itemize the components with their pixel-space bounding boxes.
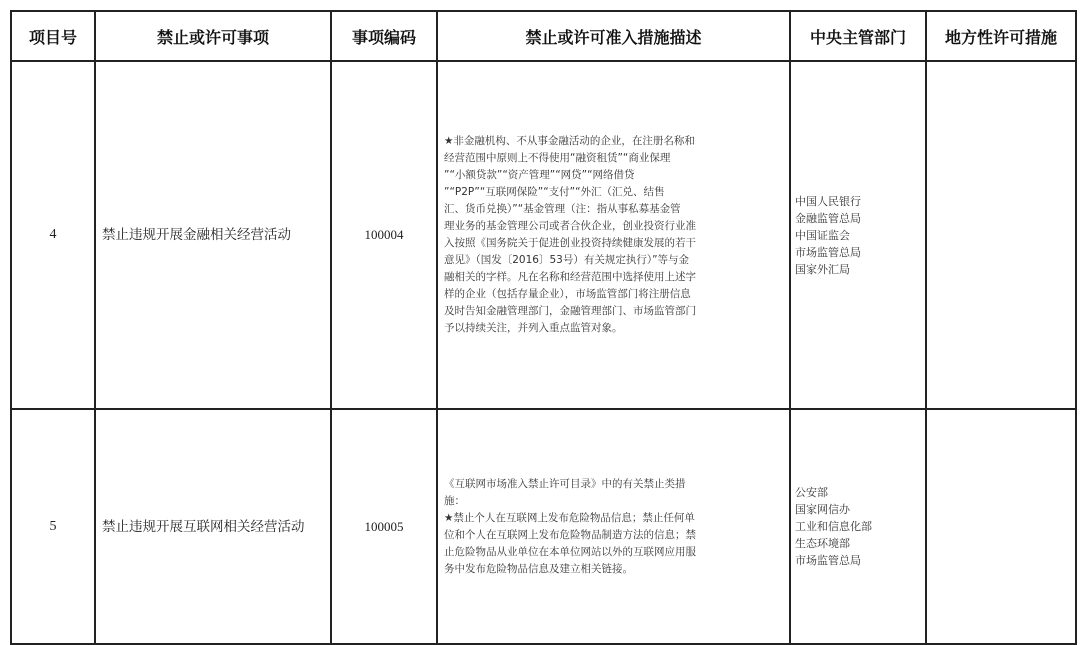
measure-description: ★非金融机构、不从事金融活动的企业，在注册名称和 经营范围中原则上不得使用“融资租赁”“商业保理 ”“小额贷款”“资产管理”“网贷”“网络借贷 ”“P2P”“互联网保险”“支付”“外汇（汇兑、结售 汇、货币兑换）”“基金管理（注：指从事私募基金管 理业务的基金管理公司或者合伙企业，创业投资行业准 入按照《国务院关于促进创业投资持续健康发展的若干 意见》（国发〔2016〕53号）有关规定执行）”等与金 融相关的字样。凡在名称和经营范围中选择使用上述字 样的企业（包括存量企业），市场监管部门将注册信息 及时告知金融管理部门，金融管理部门、市场监管部门 予以持续关注，并列入重点监管对象。: [437, 61, 790, 409]
header-item-number: 项目号: [11, 11, 95, 61]
item-code: 100004: [331, 61, 437, 409]
item-code: 100005: [331, 409, 437, 644]
header-measure-description: 禁止或许可准入措施描述: [437, 11, 790, 61]
local-measure: [926, 61, 1076, 409]
header-item-name: 禁止或许可事项: [95, 11, 331, 61]
central-departments: 公安部 国家网信办 工业和信息化部 生态环境部 市场监管总局: [790, 409, 926, 644]
table-row: [11, 409, 1076, 644]
item-number: 5: [11, 409, 95, 644]
item-name: 禁止违规开展互联网相关经营活动: [95, 409, 331, 644]
table-header-row: [11, 11, 1076, 61]
header-local-measure: 地方性许可措施: [926, 11, 1076, 61]
local-measure: [926, 409, 1076, 644]
header-item-code: 事项编码: [331, 11, 437, 61]
item-number: 4: [11, 61, 95, 409]
central-departments: 中国人民银行 金融监管总局 中国证监会 市场监管总局 国家外汇局: [790, 61, 926, 409]
item-name: 禁止违规开展金融相关经营活动: [95, 61, 331, 409]
header-central-department: 中央主管部门: [790, 11, 926, 61]
market-access-table: [10, 10, 1077, 645]
table-row: [11, 61, 1076, 409]
measure-description: 《互联网市场准入禁止许可目录》中的有关禁止类措 施： ★禁止个人在互联网上发布危险物品信息；禁止任何单 位和个人在互联网上发布危险物品制造方法的信息；禁 止危险物品从业单位在本单位网站以外的互联网应用服 务中发布危险物品信息及建立相关链接。: [437, 409, 790, 644]
